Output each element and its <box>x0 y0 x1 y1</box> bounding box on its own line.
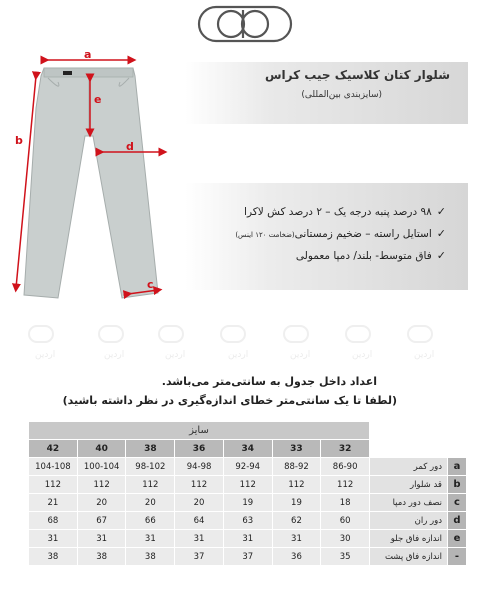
table-cell: 31 <box>272 530 321 548</box>
pants-measurement-diagram <box>0 48 185 310</box>
table-cell: 19 <box>272 494 321 512</box>
table-row <box>29 476 467 494</box>
table-cell: 66 <box>126 512 175 530</box>
table-cell: - <box>448 548 467 566</box>
table-cell: 38 <box>29 548 78 566</box>
table-row <box>29 458 467 476</box>
table-cell: 112 <box>223 476 272 494</box>
label-e: e <box>94 93 102 106</box>
table-cell: 20 <box>126 494 175 512</box>
product-title: شلوار کتان کلاسیک جیب کراس <box>264 68 450 82</box>
table-note-units: اعداد داخل جدول به سانتی‌متر می‌باشد. <box>161 375 377 388</box>
table-cell: 63 <box>223 512 272 530</box>
table-cell: c <box>448 494 467 512</box>
table-cell: دور ران <box>370 512 448 530</box>
table-cell: 62 <box>272 512 321 530</box>
table-cell <box>448 422 467 440</box>
table-cell: 31 <box>29 530 78 548</box>
table-cell: 67 <box>77 512 126 530</box>
table-cell: 92-94 <box>223 458 272 476</box>
table-cell: دور کمر <box>370 458 448 476</box>
table-note-tolerance: (لطفا تا یک سانتی‌متر خطای اندازه‌گیری در نظر داشته باشید) <box>62 394 397 407</box>
label-b: b <box>15 134 23 147</box>
table-cell: a <box>448 458 467 476</box>
feature-item: ✓استایل راسته – ضخیم زمستانی(ضخامت ۱۲۰ اینس) <box>235 227 446 240</box>
table-cell: قد شلوار <box>370 476 448 494</box>
table-cell: 31 <box>77 530 126 548</box>
table-cell: 20 <box>77 494 126 512</box>
table-cell: 31 <box>175 530 224 548</box>
table-cell: 112 <box>321 476 370 494</box>
table-cell: 112 <box>175 476 224 494</box>
table-row <box>29 494 467 512</box>
table-cell: 86-90 <box>321 458 370 476</box>
table-cell: 104-108 <box>29 458 78 476</box>
table-row <box>29 530 467 548</box>
label-d: d <box>126 140 134 153</box>
size-36: 36 <box>175 440 224 458</box>
size-table <box>28 421 467 566</box>
size-header: سایز <box>29 422 370 440</box>
table-cell: 36 <box>272 548 321 566</box>
check-icon: ✓ <box>436 205 446 218</box>
table-cell: 19 <box>223 494 272 512</box>
table-cell: b <box>448 476 467 494</box>
table-cell: e <box>448 530 467 548</box>
feature-item: ✓فاق متوسط- بلند/ دمپا معمولی <box>295 249 446 262</box>
size-38: 38 <box>126 440 175 458</box>
table-cell: 98-102 <box>126 458 175 476</box>
table-cell: 112 <box>272 476 321 494</box>
table-cell: اندازه فاق پشت <box>370 548 448 566</box>
table-cell: 37 <box>175 548 224 566</box>
check-icon: ✓ <box>436 227 446 240</box>
size-33: 33 <box>272 440 321 458</box>
table-cell: 94-98 <box>175 458 224 476</box>
feature-item: ✓۹۸ درصد پنبه درجه یک – ۲ درصد کش لاکرا <box>244 205 446 218</box>
table-cell: 60 <box>321 512 370 530</box>
product-subtitle: (سایزبندی بین‌المللی) <box>301 90 382 100</box>
pants-image <box>24 68 158 298</box>
brand-logo-icon <box>197 4 293 44</box>
table-cell: 68 <box>29 512 78 530</box>
table-cell: 100-104 <box>77 458 126 476</box>
table-cell: 38 <box>77 548 126 566</box>
check-icon: ✓ <box>436 249 446 262</box>
table-cell: 37 <box>223 548 272 566</box>
size-32: 32 <box>321 440 370 458</box>
features-box <box>185 183 468 290</box>
label-c: c <box>147 278 154 291</box>
table-cell: 30 <box>321 530 370 548</box>
table-cell: 31 <box>126 530 175 548</box>
table-size-header-row <box>29 422 467 440</box>
size-42: 42 <box>29 440 78 458</box>
table-cell: 38 <box>126 548 175 566</box>
table-cell: 64 <box>175 512 224 530</box>
table-cell <box>370 440 448 458</box>
table-cell <box>448 440 467 458</box>
table-cell: 112 <box>29 476 78 494</box>
table-cell: 18 <box>321 494 370 512</box>
table-cell: 112 <box>77 476 126 494</box>
size-40: 40 <box>77 440 126 458</box>
table-cell: 112 <box>126 476 175 494</box>
table-cell: 21 <box>29 494 78 512</box>
table-cell: d <box>448 512 467 530</box>
label-a: a <box>84 48 92 61</box>
table-sizes-row <box>29 440 467 458</box>
table-cell: 35 <box>321 548 370 566</box>
table-cell <box>370 422 448 440</box>
size-34: 34 <box>223 440 272 458</box>
table-cell: نصف دور دمپا <box>370 494 448 512</box>
table-row <box>29 548 467 566</box>
table-cell: 88-92 <box>272 458 321 476</box>
table-row <box>29 512 467 530</box>
table-cell: 31 <box>223 530 272 548</box>
table-cell: 20 <box>175 494 224 512</box>
table-cell: اندازه فاق جلو <box>370 530 448 548</box>
product-info-box <box>185 62 468 124</box>
